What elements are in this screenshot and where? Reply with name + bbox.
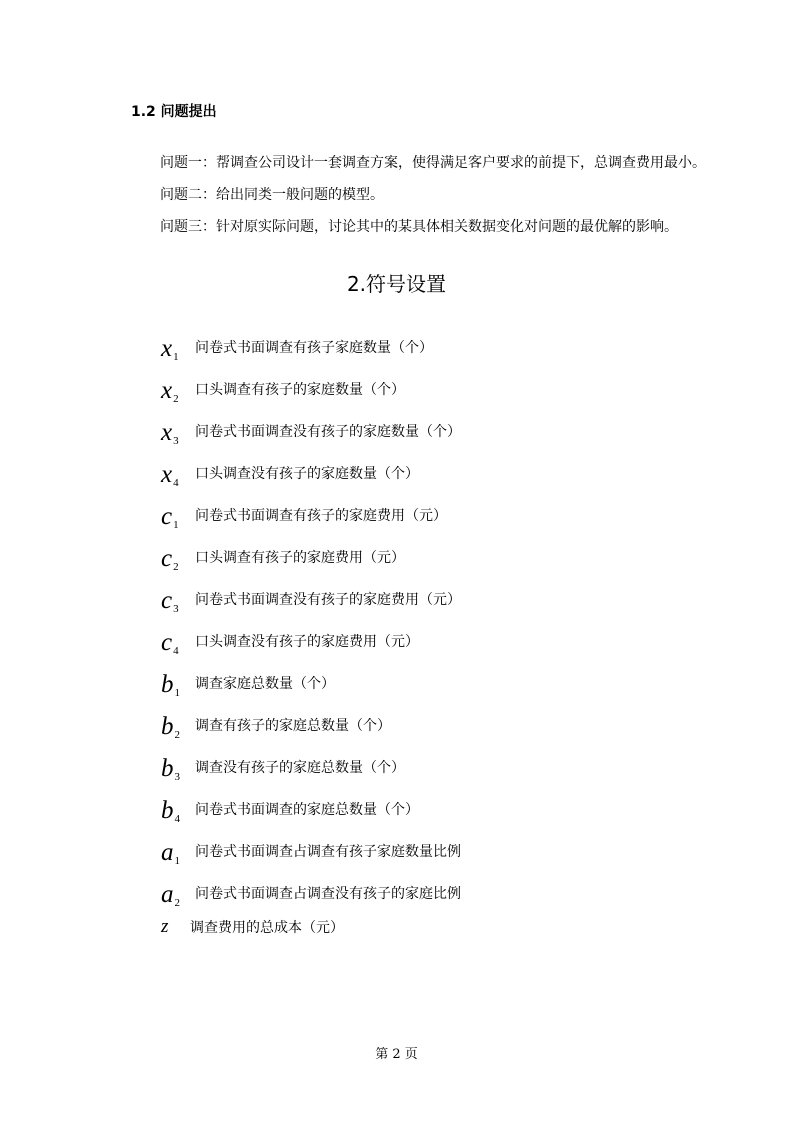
symbol-subscript: 3 bbox=[174, 771, 180, 783]
symbol: $c_1$ bbox=[161, 503, 179, 531]
symbol-description: 口头调查没有孩子的家庭费用（元） bbox=[195, 634, 419, 650]
symbol: $b_4$ bbox=[161, 797, 180, 825]
symbol-description: 问卷式书面调查有孩子的家庭费用（元） bbox=[195, 508, 447, 524]
problem-2: 问题二：给出同类一般问题的模型。 bbox=[160, 187, 384, 203]
symbol: $c_2$ bbox=[161, 545, 179, 573]
symbol-subscript: 2 bbox=[173, 393, 179, 405]
problem-1: 问题一：帮调查公司设计一套调查方案，使得满足客户要求的前提下，总调查费用最小。 bbox=[160, 155, 706, 171]
symbol-description: 调查有孩子的家庭总数量（个） bbox=[195, 718, 391, 734]
symbol-subscript: 2 bbox=[174, 729, 180, 741]
symbol-description: 调查家庭总数量（个） bbox=[195, 676, 335, 692]
symbol-subscript: 2 bbox=[174, 897, 180, 909]
symbol-subscript: 1 bbox=[173, 351, 179, 363]
symbol: $c_4$ bbox=[161, 629, 179, 657]
symbol-subscript: 3 bbox=[173, 435, 179, 447]
chapter-title: 2.符号设置 bbox=[346, 272, 447, 296]
symbol: z bbox=[161, 916, 169, 937]
symbol-description: 口头调查没有孩子的家庭数量（个） bbox=[195, 466, 419, 482]
symbol-description: 调查费用的总成本（元） bbox=[190, 920, 344, 936]
symbol: $a_2$ bbox=[161, 881, 180, 909]
symbol-description: 问卷式书面调查有孩子家庭数量（个） bbox=[195, 340, 433, 356]
symbol-subscript: 1 bbox=[173, 519, 179, 531]
symbol-description: 调查没有孩子的家庭总数量（个） bbox=[195, 760, 405, 776]
symbol-description: 问卷式书面调查占调查有孩子家庭数量比例 bbox=[195, 844, 461, 860]
symbol-subscript: 1 bbox=[174, 855, 180, 867]
symbol: $b_1$ bbox=[161, 671, 180, 699]
section-heading: 1.2 问题提出 bbox=[131, 104, 217, 120]
symbol-description: 问卷式书面调查的家庭总数量（个） bbox=[195, 802, 419, 818]
symbol: $b_3$ bbox=[161, 755, 180, 783]
symbol-subscript: 4 bbox=[173, 645, 179, 657]
symbol: $a_1$ bbox=[161, 839, 180, 867]
symbol-description: 口头调查有孩子的家庭数量（个） bbox=[195, 382, 405, 398]
symbol: $x_2$ bbox=[161, 377, 179, 405]
symbol-subscript: 1 bbox=[174, 687, 180, 699]
symbol: $x_3$ bbox=[161, 419, 179, 447]
symbol-subscript: 2 bbox=[173, 561, 179, 573]
symbol-description: 口头调查有孩子的家庭费用（元） bbox=[195, 550, 405, 566]
symbol-subscript: 3 bbox=[173, 603, 179, 615]
symbol: $x_4$ bbox=[161, 461, 179, 489]
page-number: 第 2 页 bbox=[375, 1047, 418, 1062]
problem-3: 问题三：针对原实际问题，讨论其中的某具体相关数据变化对问题的最优解的影响。 bbox=[160, 219, 678, 235]
symbol-subscript: 4 bbox=[174, 813, 180, 825]
symbol: $b_2$ bbox=[161, 713, 180, 741]
symbol-description: 问卷式书面调查没有孩子的家庭费用（元） bbox=[195, 592, 461, 608]
symbol-subscript: 4 bbox=[173, 477, 179, 489]
symbol: $c_3$ bbox=[161, 587, 179, 615]
symbol-description: 问卷式书面调查没有孩子的家庭数量（个） bbox=[195, 424, 461, 440]
symbol-description: 问卷式书面调查占调查没有孩子的家庭比例 bbox=[195, 886, 461, 902]
symbol: $x_1$ bbox=[161, 335, 179, 363]
